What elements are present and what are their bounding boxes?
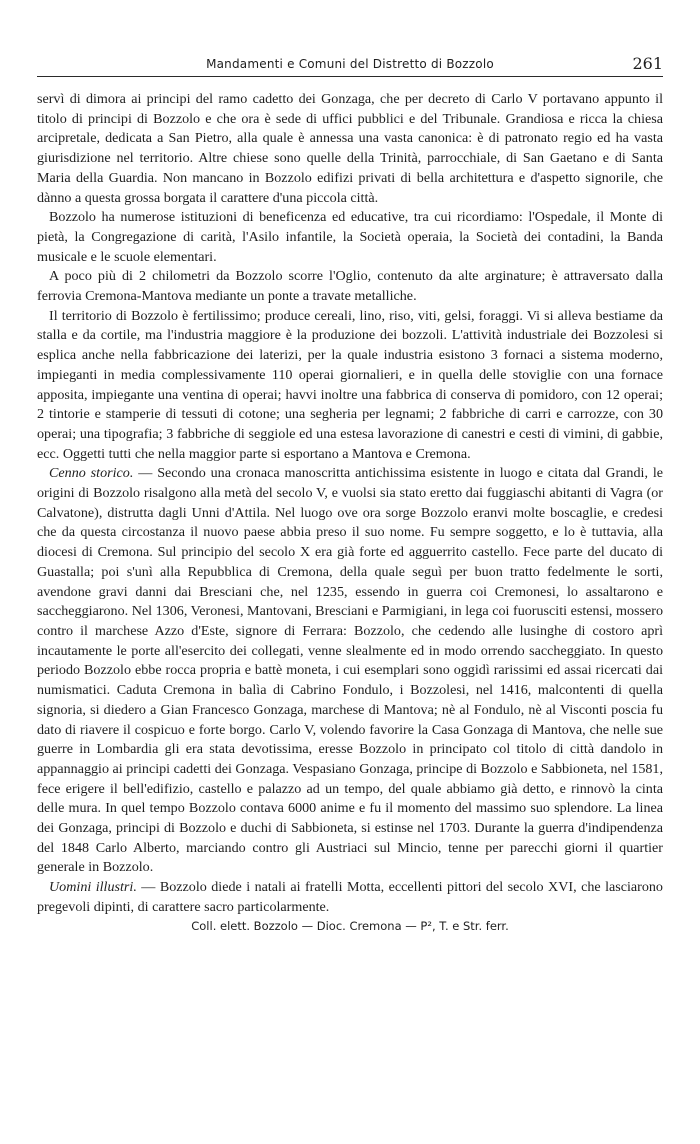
paragraph-notable-people <box>37 878 663 917</box>
paragraph-text: Il territorio di Bozzolo è fertilissimo; produce cereali, lino, riso, viti, gelsi, foraggi. Vi si alleva bestiame da stalla e da cortile, ma l'industria maggiore è la produzione dei bozzoli. L'attività industriale dei Bozzolesi si esplica anche nella fabbricazione dei laterizi, per la quale industria esistono 3 fornaci a sistema moderno, impieganti in media complessivamente 110 operai giornalieri, e in quella delle stoviglie con una fornace apposita, impiegante una ventina di operai; havvi inoltre una fabbrica di conserva di pomidoro, con 12 operai; 2 tintorie e stamperie di tessuti di cotone; una segheria per legnami; 2 fabbriche di carri e carrozze, con 30 operai; una tipografia; 3 fabbriche di seggiole ed una estesa lavorazione di canestri e cesti di vimini, di gabbie, ecc. Oggetti tutti che nella maggior parte si esportano a Mantova e Cremona. <box>37 307 663 462</box>
paragraph-text: — Bozzolo diede i natali ai fratelli Motta, eccellenti pittori del secolo XVI, che lasciarono pregevoli dipinti, di carattere sacro particolarmente. <box>37 879 663 915</box>
page <box>37 54 663 933</box>
paragraph-oglio <box>37 267 663 306</box>
section-lead: Uomini illustri. <box>49 879 137 896</box>
paragraph-text: Bozzolo ha numerose istituzioni di beneficenza ed educative, tra cui ricordiamo: l'Ospedale, il Monte di pietà, la Congregazione di carità, l'Asilo infantile, la Società operaia, la Società dei contadini, la Banda musicale e le scuole elementari. <box>37 209 663 265</box>
paragraph-institutions <box>37 208 663 267</box>
section-lead: Cenno storico. <box>49 465 134 482</box>
paragraph-continuation <box>37 90 663 208</box>
footer-note: Coll. elett. Bozzolo — Dioc. Cremona — P², T. e Str. ferr. <box>191 918 509 933</box>
paragraph-text: — Secondo una cronaca manoscritta antichissima esistente in luogo e citata dal Grandi, le origini di Bozzolo risalgono alla metà del secolo V, e vuolsi sia stato eretto dai fuggiaschi abitanti di Vagra (or Calvatone), distrutta dagli Unni d'Attila. Nel luogo ove ora sorge Bozzolo eranvi molte boscaglie, e credesi che da questa circostanza il nuovo paese abbia preso il suo nome. Fu sempre soggetto, e lo è tuttavia, alla diocesi di Cremona. Sul principio del secolo X era già forte ed agguerrito castello. Fece parte del ducato di Guastalla; poi s'unì alla Repubblica di Cremona, della quale seguì per buon tratto fedelmente le sorti, avendone gravi danni dai Bresciani che, nel 1235, essendo in guerra coi Cremonesi, lo assaltarono e saccheggiarono. Nel 1306, Veronesi, Mantovani, Bresciani e Parmigiani, in lega coi fuorusciti estensi, mossero contro il marchese Azzo d'Este, signore di Ferrara: Bozzolo, che cedendo alle lusinghe di costoro aprì incautamente le porte all'esercito dei collegati, venne slealmente ed in modo orrendo saccheggiato. In questo periodo Bozzolo ebbe rocca propria e battè moneta, i cui esemplari sono oggidì rarissimi ed assai ricercati dai numismatici. Caduta Cremona in balìa di Cabrino Fondulo, i Bozzolesi, nel 1416, malcontenti di quella signoria, si diedero a Gian Francesco Gonzaga, marchese di Mantova; nè al Fondulo, nè al Visconti poscia fu dato di riavere il cospicuo e forte borgo. Carlo V, volendo favorire la Casa Gonzaga di Mantova, che nelle sue guerre in Lombardia gli era stata devotissima, eresse Bozzolo in principato col titolo di città dandolo in appannaggio ai principi cadetti dei Gonzaga. Vespasiano Gonzaga, principe di Bozzolo e Sabbioneta, nel 1581, fece erigere il bell'edifizio, castello e palazzo ad un tempo, del quale abbiamo già detto, e rinnovò la cinta delle mura. In quel tempo Bozzolo contava 6000 anime e fu il momento del massimo suo splendore. La linea dei Gonzaga, principi di Bozzolo e duchi di Sabbioneta, si estinse nel 1703. Durante la guerra d'indipendenza del 1848 Carlo Alberto, marciando contro gli Austriaci sul Mincio, tenne per parecchi giorni il quartier generale in Bozzolo. <box>37 465 664 876</box>
page-header <box>37 54 663 77</box>
paragraph-text: A poco più di 2 chilometri da Bozzolo scorre l'Oglio, contenuto da alte arginature; è attraversato dalla ferrovia Cremona-Mantova mediante un ponte a travate metalliche. <box>37 268 663 305</box>
running-title: Mandamenti e Comuni del Distretto di Bozzolo <box>206 57 494 71</box>
page-number: 261 <box>632 54 663 73</box>
paragraph-text: servì di dimora ai principi del ramo cadetto dei Gonzaga, che per decreto di Carlo V portavano appunto il titolo di principi di Bozzolo e che ora è sede di uffici pubblici e del Tribunale. Grandiosa e ricca la chiesa arcipretale, dedicata a San Pietro, alla quale è annessa una vasta canonica: è di patronato regio ed ha vasta giurisdizione nel territorio. Altre chiese sono quelle della Trinità, parrocchiale, di San Gaetano e di Santa Maria della Guardia. Non mancano in Bozzolo edifizi privati di bella architettura e d'aspetto signorile, che dànno a questa grossa borgata il carattere d'una piccola città. <box>37 91 663 206</box>
body-text <box>37 90 663 918</box>
paragraph-territory <box>37 307 663 465</box>
paragraph-history <box>37 464 663 878</box>
